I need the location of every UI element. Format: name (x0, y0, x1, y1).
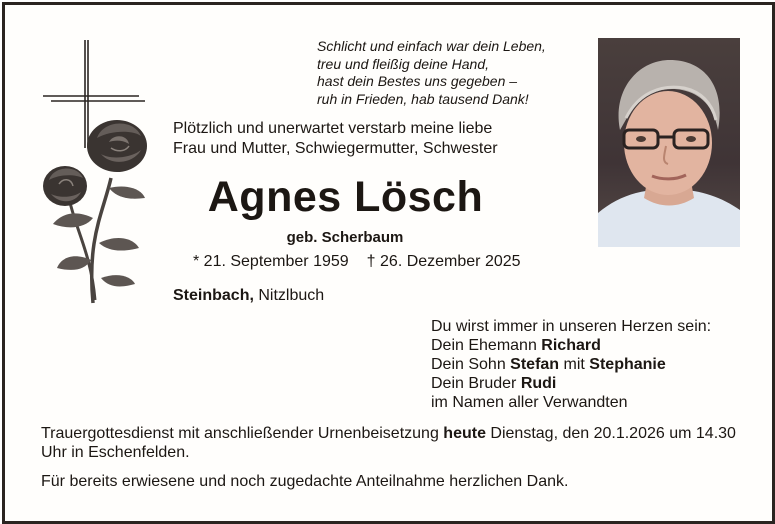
poem-line: Schlicht und einfach war dein Leben, (317, 38, 546, 54)
mourner-relation: Dein Bruder (431, 375, 521, 392)
mourners-closing: im Namen aller Verwandten (431, 394, 628, 411)
mourner-name: Stefan (510, 356, 560, 373)
place (173, 287, 324, 305)
service-text: Trauergottesdienst mit anschließender Urnenbeisetzung (41, 425, 444, 442)
mourners-list (431, 317, 711, 412)
service-today: heute (443, 425, 486, 442)
obituary-card (2, 2, 775, 524)
poem-line: treu und fleißig deine Hand, (317, 55, 489, 72)
birth-date: * 21. September 1959 (193, 253, 349, 270)
poem-line: hast dein Bestes uns gegeben – (317, 73, 518, 89)
thanks-text: Für bereits erwiesene und noch zugedachte Anteilnahme herzlichen Dank. (41, 473, 569, 490)
life-dates (193, 253, 521, 271)
mourner-line (431, 374, 711, 393)
mourner-relation: Dein Ehemann (431, 337, 542, 354)
mourner-line (431, 336, 711, 355)
portrait-illustration (598, 38, 740, 247)
intro-text (173, 119, 498, 159)
deceased-name: Agnes Lösch (207, 173, 484, 221)
poem (317, 38, 592, 108)
poem-line: ruh in Frieden, hab tausend Dank! (317, 90, 529, 107)
district: Nitzlbuch (253, 287, 325, 304)
birth-name: geb. Scherbaum (286, 229, 404, 246)
mourner-connector: mit (559, 356, 590, 373)
mourner-name: Richard (541, 337, 601, 354)
intro-line: Frau und Mutter, Schwiegermutter, Schwester (173, 140, 498, 157)
service-info (41, 424, 741, 462)
mourner-name: Rudi (520, 375, 557, 392)
town: Steinbach, (173, 287, 254, 304)
portrait-photo (598, 38, 740, 247)
mourner-line (431, 355, 711, 374)
mourners-heading: Du wirst immer in unseren Herzen sein: (431, 318, 712, 335)
service-time-place: Dienstag, den 20.1.2026 um 14.30 Uhr in Eschenfelden. (41, 425, 736, 461)
intro-line: Plötzlich und unerwartet verstarb meine liebe (173, 120, 493, 137)
death-date: † 26. Dezember 2025 (366, 253, 521, 270)
rose-with-cross-icon (41, 38, 151, 308)
mourner-name: Stephanie (589, 356, 666, 373)
mourner-relation: Dein Sohn (431, 356, 511, 373)
